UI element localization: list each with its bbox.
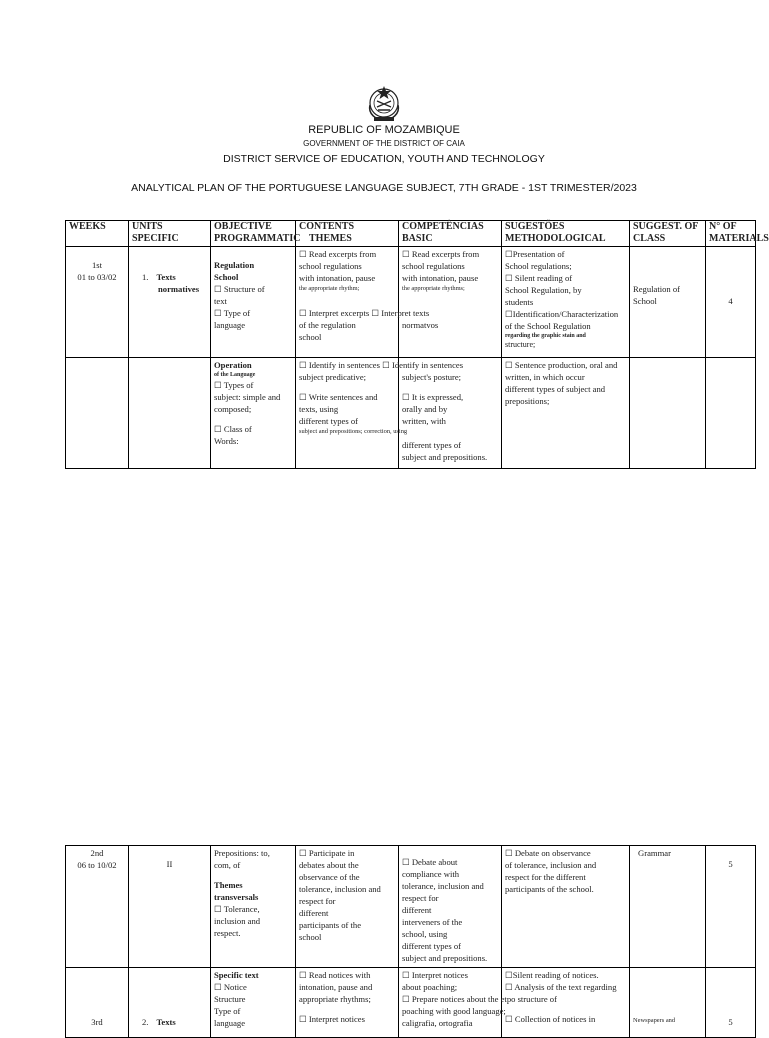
objective-cell: Operation of the Language ☐ Types of subject: simple and composed; ☐ Class of Words: [211, 358, 296, 469]
mozambique-emblem-icon [366, 83, 402, 123]
competencias-cell: ☐ Debate about compliance with tolerance, inclusion and respect for different interveners of the school, using different types of subject and prepositions. [399, 846, 502, 968]
plan-table-page-1 [65, 220, 769, 469]
number-cell: 5 [706, 968, 756, 1038]
header-government: GOVERNMENT OF THE DISTRICT OF CAIA [303, 139, 465, 148]
week-cell: 1st 01 to 03/02 [66, 247, 129, 358]
material-cell: Newspapers and [630, 968, 706, 1038]
unit-cell [129, 358, 211, 469]
unit-cell: 2. Texts [129, 968, 211, 1038]
objective-cell: Specific text ☐ Notice Structure Type of language [211, 968, 296, 1038]
col-objective: OBJECTIVE PROGRAMMATIC [211, 221, 296, 247]
col-number: N° OF MATERIALS [706, 221, 756, 247]
material-cell: Regulation of School [630, 247, 706, 358]
col-competencias: COMPETÊNCIAS BASIC [399, 221, 502, 247]
week-cell [66, 358, 129, 469]
table-row [66, 846, 756, 968]
sugestoes-cell: ☐ Sentence production, oral and written, in which occur different types of subject and prepositions; [502, 358, 630, 469]
week-cell: 3rd [66, 968, 129, 1038]
col-suggest: SUGGEST. OF CLASS [630, 221, 706, 247]
contents-cell: ☐ Read notices with intonation, pause and appropriate rhythms; ☐ Interpret notices [296, 968, 399, 1038]
plan-table-page-2 [65, 845, 756, 1038]
material-cell [630, 358, 706, 469]
sugestoes-cell: ☐ Debate on observance of tolerance, inclusion and respect for the different participants of the school. [502, 846, 630, 968]
week-cell: 2nd 06 to 10/02 [66, 846, 129, 968]
competencias-cell: ☐ Interpret notices about poaching; ☐ Prepare notices about the etpo structure of poaching with good language; caligrafia, ortografia [399, 968, 502, 1038]
unit-cell: 1. Texts normatives [129, 247, 211, 358]
plan-title: ANALYTICAL PLAN OF THE PORTUGUESE LANGUAGE SUBJECT, 7TH GRADE - 1ST TRIMESTER/2023 [131, 182, 637, 194]
contents-cell: ☐ Participate in debates about the observance of the tolerance, inclusion and respect for different participants of the school [296, 846, 399, 968]
objective-cell: Regulation School ☐ Structure of text ☐ Type of language [211, 247, 296, 358]
contents-cell: ☐ Identify in sentences ☐ Identify in sentences subject predicative; ☐ Write sentences and texts, using different types of subject and prepositions; correction, using [296, 358, 399, 469]
col-sugestoes: SUGESTÕES METHODOLOGICAL [502, 221, 630, 247]
number-cell [706, 358, 756, 469]
col-units: UNITS SPECIFIC [129, 221, 211, 247]
col-weeks: WEEKS [66, 221, 129, 247]
sugestoes-cell: ☐Presentation of School regulations; ☐ Silent reading of School Regulation, by students ☐Identification/Characterization of the School Regulation regarding the graphic stain and structure; [502, 247, 630, 358]
contents-cell: ☐ Read excerpts from school regulations with intonation, pause the appropriate rhythm; ☐ Interpret excerpts ☐ Interpret texts of the regulation school [296, 247, 399, 358]
competencias-cell: subject's posture; ☐ It is expressed, orally and by written, with different types of subject and prepositions. [399, 358, 502, 469]
number-cell: 5 [706, 846, 756, 968]
competencias-cell: ☐ Read excerpts from school regulations with intonation, pause the appropriate rhythms; normatvos [399, 247, 502, 358]
material-cell: Grammar [630, 846, 706, 968]
table-row [66, 968, 756, 1038]
table-row [66, 247, 756, 358]
objective-cell: Prepositions: to, com, of Themes transversals ☐ Tolerance, inclusion and respect. [211, 846, 296, 968]
unit-cell: II [129, 846, 211, 968]
sugestoes-cell: ☐Silent reading of notices. ☐ Analysis of the text regarding ☐ Collection of notices in [502, 968, 630, 1038]
header-service: DISTRICT SERVICE OF EDUCATION, YOUTH AND TECHNOLOGY [223, 153, 545, 165]
table-header-row [66, 221, 756, 247]
header-republic: REPUBLIC OF MOZAMBIQUE [308, 124, 460, 136]
table-row [66, 358, 756, 469]
col-contents: CONTENTS THEMES [296, 221, 399, 247]
number-cell: 4 [706, 247, 756, 358]
